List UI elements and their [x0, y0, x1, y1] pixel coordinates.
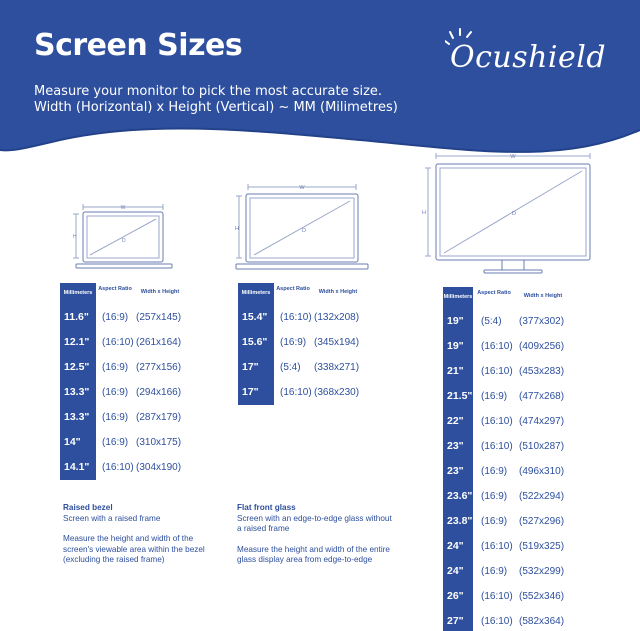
- screen-size: 17": [238, 380, 274, 405]
- header-width-height: Width x Height: [523, 293, 563, 299]
- dimensions-mm: (345x194): [314, 337, 360, 348]
- screen-size: 14": [60, 430, 96, 455]
- note-description: Screen with a raised frame: [63, 513, 161, 523]
- svg-text:W: W: [299, 185, 305, 191]
- note-instructions: Measure the height and width of the screen's viewable area within the bezel (excluding the raised frame): [63, 534, 205, 564]
- page-title: Screen Sizes: [34, 28, 243, 63]
- aspect-ratio: (16:10): [481, 441, 513, 452]
- dimensions-mm: (277x156): [136, 362, 182, 373]
- table-row: [443, 334, 603, 359]
- dimensions-mm: (257x145): [136, 312, 182, 323]
- svg-text:W: W: [510, 154, 516, 160]
- screen-size: 21": [443, 359, 473, 384]
- table-row: [443, 384, 603, 409]
- aspect-ratio: (5:4): [280, 362, 301, 373]
- table-row: [443, 459, 603, 484]
- table-row: [443, 484, 603, 509]
- dimensions-mm: (496x310): [519, 466, 565, 477]
- table-row: [443, 584, 603, 609]
- aspect-ratio: (16:9): [481, 566, 508, 577]
- table-row: [238, 380, 388, 405]
- table-row: [60, 405, 210, 430]
- table-row: [238, 355, 388, 380]
- screen-size: 24": [443, 534, 473, 559]
- header-millimeters: Millimeters: [60, 283, 96, 305]
- aspect-ratio: (16:10): [280, 387, 312, 398]
- table-row: [60, 330, 210, 355]
- aspect-ratio: (16:10): [481, 616, 513, 627]
- aspect-ratio: (16:9): [102, 362, 129, 373]
- note-flat-front-glass: [237, 503, 397, 576]
- dimensions-mm: (522x294): [519, 491, 565, 502]
- width-label: W: [120, 205, 126, 211]
- header-width-height: Width x Height: [318, 289, 358, 295]
- screen-size: 23": [443, 459, 473, 484]
- dimensions-mm: (510x287): [519, 441, 565, 452]
- dimensions-mm: (310x175): [136, 437, 182, 448]
- dimensions-mm: (261x164): [136, 337, 182, 348]
- table-row: [60, 455, 210, 480]
- table-header: [60, 283, 210, 305]
- table-row: [443, 609, 603, 631]
- screen-size: 21.5": [443, 384, 473, 409]
- table-row: [443, 309, 603, 334]
- table-row: [60, 380, 210, 405]
- header-aspect-ratio: Aspect Ratio: [477, 290, 511, 296]
- aspect-ratio: (16:9): [102, 387, 129, 398]
- svg-text:H: H: [73, 234, 77, 240]
- size-table-laptops-small: [60, 283, 210, 480]
- aspect-ratio: (16:9): [102, 437, 129, 448]
- dimensions-mm: (453x283): [519, 366, 565, 377]
- note-description: Screen with an edge-to-edge glass without a raised frame: [237, 513, 392, 533]
- screen-size: 17": [238, 355, 274, 380]
- laptop-diagram: [70, 200, 178, 278]
- screen-size: 23": [443, 434, 473, 459]
- header-millimeters: Millimeters: [238, 283, 274, 305]
- screen-size: 22": [443, 409, 473, 434]
- screen-size: 13.3": [60, 405, 96, 430]
- table-row: [443, 559, 603, 584]
- screen-size: 14.1": [60, 455, 96, 480]
- brand-logo: Ocushield: [450, 40, 607, 75]
- note-title: Raised bezel: [63, 503, 113, 512]
- screen-size: 11.6": [60, 305, 96, 330]
- aspect-ratio: (16:9): [481, 491, 508, 502]
- screen-size: 23.6": [443, 484, 473, 509]
- aspect-ratio: (5:4): [481, 316, 502, 327]
- dimensions-mm: (474x297): [519, 416, 565, 427]
- screen-size: 12.5": [60, 355, 96, 380]
- aspect-ratio: (16:10): [481, 591, 513, 602]
- dimensions-mm: (368x230): [314, 387, 360, 398]
- aspect-ratio: (16:10): [481, 416, 513, 427]
- aspect-ratio: (16:9): [102, 412, 129, 423]
- table-row: [443, 534, 603, 559]
- svg-text:D: D: [302, 228, 306, 234]
- svg-text:D: D: [122, 238, 126, 244]
- dimensions-mm: (377x302): [519, 316, 565, 327]
- screen-size: 15.6": [238, 330, 274, 355]
- screen-size: 15.4": [238, 305, 274, 330]
- aspect-ratio: (16:10): [102, 337, 134, 348]
- table-row: [238, 330, 388, 355]
- dimensions-mm: (582x364): [519, 616, 565, 627]
- desktop-monitor-diagram: [420, 148, 598, 278]
- svg-text:H: H: [422, 210, 426, 216]
- aspect-ratio: (16:10): [481, 341, 513, 352]
- dimensions-mm: (532x299): [519, 566, 565, 577]
- dimensions-mm: (527x296): [519, 516, 565, 527]
- dimensions-mm: (552x346): [519, 591, 565, 602]
- header-aspect-ratio: Aspect Ratio: [98, 286, 132, 292]
- aspect-ratio: (16:10): [280, 312, 312, 323]
- table-header: [443, 287, 603, 309]
- table-row: [443, 409, 603, 434]
- dimensions-mm: (409x256): [519, 341, 565, 352]
- table-header: [238, 283, 388, 305]
- screen-size: 12.1": [60, 330, 96, 355]
- page-subtitle: [34, 84, 434, 116]
- screen-size: 19": [443, 334, 473, 359]
- screen-size: 23.8": [443, 509, 473, 534]
- dimensions-mm: (519x325): [519, 541, 565, 552]
- aspect-ratio: (16:9): [481, 391, 508, 402]
- header-millimeters: Millimeters: [443, 287, 473, 309]
- aspect-ratio: (16:9): [481, 466, 508, 477]
- flat-laptop-diagram: [232, 180, 372, 280]
- dimensions-mm: (132x208): [314, 312, 360, 323]
- screen-size: 19": [443, 309, 473, 334]
- header-aspect-ratio: Aspect Ratio: [276, 286, 310, 292]
- svg-text:D: D: [512, 211, 516, 217]
- screen-size: 26": [443, 584, 473, 609]
- table-row: [60, 305, 210, 330]
- note-title: Flat front glass: [237, 503, 296, 512]
- table-row: [60, 355, 210, 380]
- aspect-ratio: (16:10): [481, 541, 513, 552]
- header-width-height: Width x Height: [140, 289, 180, 295]
- table-row: [443, 509, 603, 534]
- aspect-ratio: (16:9): [102, 312, 129, 323]
- svg-text:H: H: [235, 226, 239, 232]
- screen-size: 24": [443, 559, 473, 584]
- table-row: [443, 359, 603, 384]
- dimensions-mm: (304x190): [136, 462, 182, 473]
- screen-size: 27": [443, 609, 473, 631]
- note-raised-bezel: [63, 503, 223, 576]
- aspect-ratio: (16:10): [481, 366, 513, 377]
- table-row: [443, 434, 603, 459]
- aspect-ratio: (16:10): [102, 462, 134, 473]
- dimensions-mm: (287x179): [136, 412, 182, 423]
- table-row: [238, 305, 388, 330]
- subtitle-line-2: Width (Horizontal) x Height (Vertical) ~ MM (Milimetres): [34, 100, 398, 115]
- screen-size: 13.3": [60, 380, 96, 405]
- table-row: [60, 430, 210, 455]
- dimensions-mm: (294x166): [136, 387, 182, 398]
- aspect-ratio: (16:9): [481, 516, 508, 527]
- aspect-ratio: (16:9): [280, 337, 307, 348]
- dimensions-mm: (338x271): [314, 362, 360, 373]
- subtitle-line-1: Measure your monitor to pick the most accurate size.: [34, 84, 383, 99]
- note-instructions: Measure the height and width of the entire glass display area from edge-to-edge: [237, 544, 390, 564]
- size-table-monitors: [443, 287, 603, 631]
- size-table-laptops-large: [238, 283, 388, 405]
- dimensions-mm: (477x268): [519, 391, 565, 402]
